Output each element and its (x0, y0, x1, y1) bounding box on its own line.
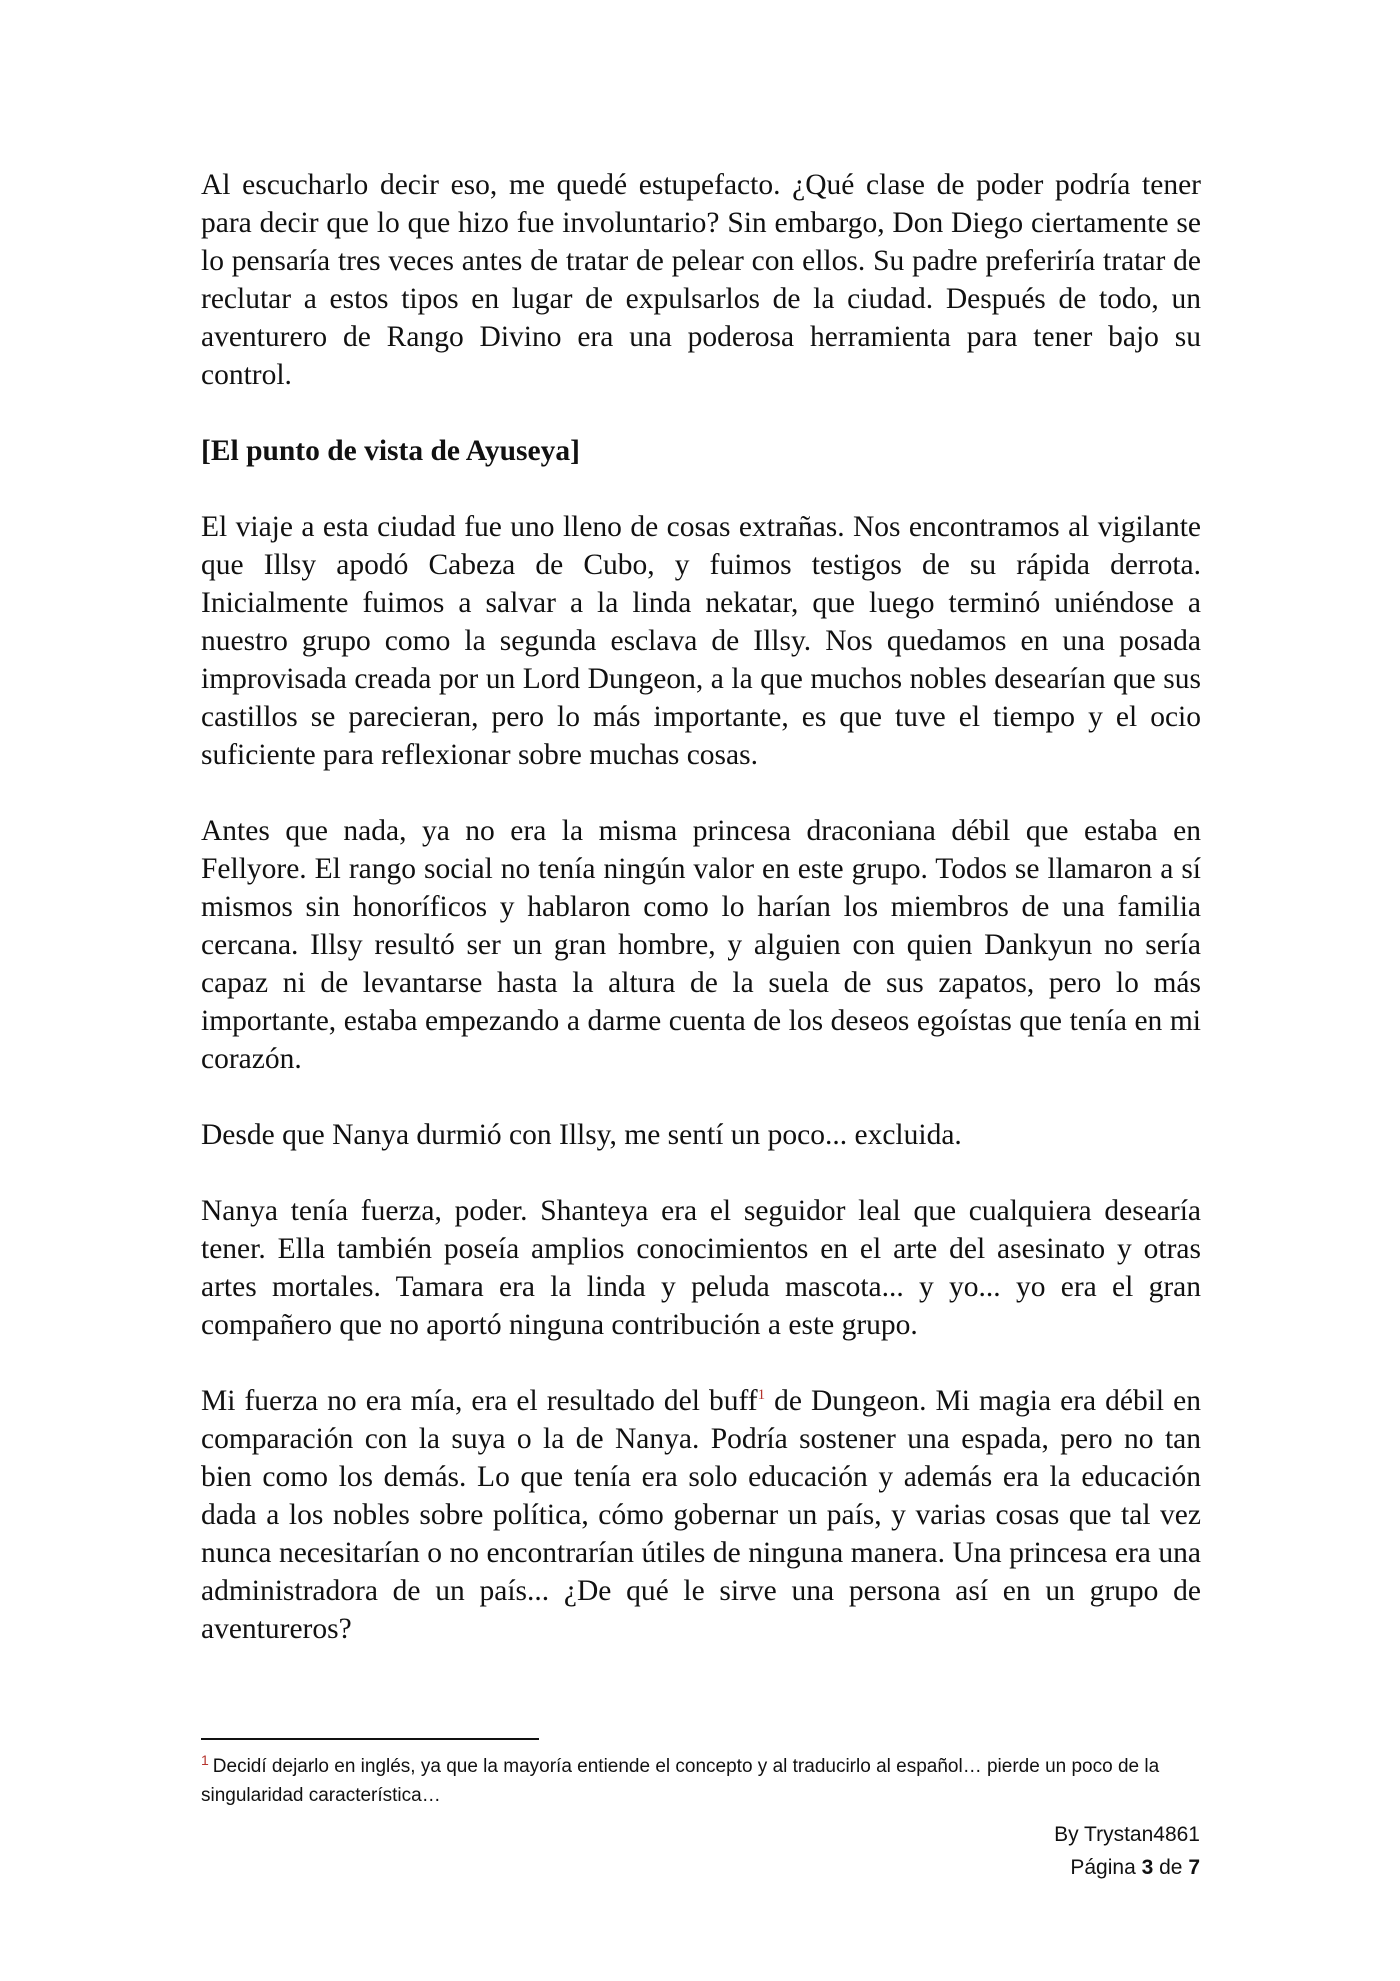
page-number (1054, 1851, 1200, 1884)
total-pages: 7 (1188, 1856, 1200, 1879)
paragraph-text: de Dungeon. Mi magia era débil en comparación con la suya o la de Nanya. Podría sostener una espada, pero no tan bien como los demás. Lo que tenía era solo educación y además era la educación dada a los nobles sobre política, cómo gobernar un país, y varias cosas que tal vez nunca necesitarían o no encontrarían útiles de ninguna manera. Una princesa era una administradora de un país... ¿De qué le sirve una persona así en un grupo de aventureros? (201, 1385, 1201, 1645)
section-heading: [El punto de vista de Ayuseya] (201, 435, 580, 467)
footnote-separator (201, 1738, 539, 1740)
footnote (201, 1752, 1201, 1810)
footnote-marker: 1 (201, 1751, 209, 1768)
footnote-reference[interactable]: 1 (757, 1387, 766, 1404)
page-label: Página (1070, 1856, 1142, 1879)
paragraph: Al escucharlo decir eso, me quedé estupefacto. ¿Qué clase de poder podría tener para decir que lo que hizo fue involuntario? Sin embargo, Don Diego ciertamente se lo pensaría tres veces antes de tratar de pelear con ellos. Su padre preferiría tratar de reclutar a estos tipos en lugar de expulsarlos de la ciudad. Después de todo, un aventurero de Rango Divino era una poderosa herramienta para tener bajo su control. (201, 169, 1201, 391)
page-footer (1054, 1818, 1200, 1884)
footnote-text: Decidí dejarlo en inglés, ya que la mayoría entiende el concepto y al traducirlo al español… pierde un poco de la singularidad característica… (201, 1756, 1160, 1806)
paragraph: Nanya tenía fuerza, poder. Shanteya era el seguidor leal que cualquiera desearía tener. Ella también poseía amplios conocimientos en el arte del asesinato y otras artes mortales. Tamara era la linda y peluda mascota... y yo... yo era el gran compañero que no aportó ninguna contribución a este grupo. (201, 1195, 1201, 1341)
paragraph (201, 1382, 1201, 1648)
paragraph: Antes que nada, ya no era la misma princesa draconiana débil que estaba en Fellyore. El rango social no tenía ningún valor en este grupo. Todos se llamaron a sí mismos sin honoríficos y hablaron como lo harían los miembros de una familia cercana. Illsy resultó ser un gran hombre, y alguien con quien Dankyun no sería capaz ni de levantarse hasta la altura de la suela de sus zapatos, pero lo más importante, estaba empezando a darme cuenta de los deseos egoístas que tenía en mi corazón. (201, 815, 1201, 1075)
author-credit: By Trystan4861 (1054, 1823, 1200, 1846)
paragraph: El viaje a esta ciudad fue uno lleno de cosas extrañas. Nos encontramos al vigilante que Illsy apodó Cabeza de Cubo, y fuimos testigos de su rápida derrota. Inicialmente fuimos a salvar a la linda nekatar, que luego terminó uniéndose a nuestro grupo como la segunda esclava de Illsy. Nos quedamos en una posada improvisada creada por un Lord Dungeon, a la que muchos nobles desearían que sus castillos se parecieran, pero lo más importante, es que tuve el tiempo y el ocio suficiente para reflexionar sobre muchas cosas. (201, 511, 1201, 771)
page-separator: de (1153, 1856, 1189, 1879)
paragraph-text: Mi fuerza no era mía, era el resultado del buff (201, 1385, 758, 1417)
paragraph: Desde que Nanya durmió con Illsy, me sentí un poco... excluida. (201, 1119, 962, 1151)
page-body (201, 166, 1201, 1686)
current-page: 3 (1141, 1856, 1154, 1879)
